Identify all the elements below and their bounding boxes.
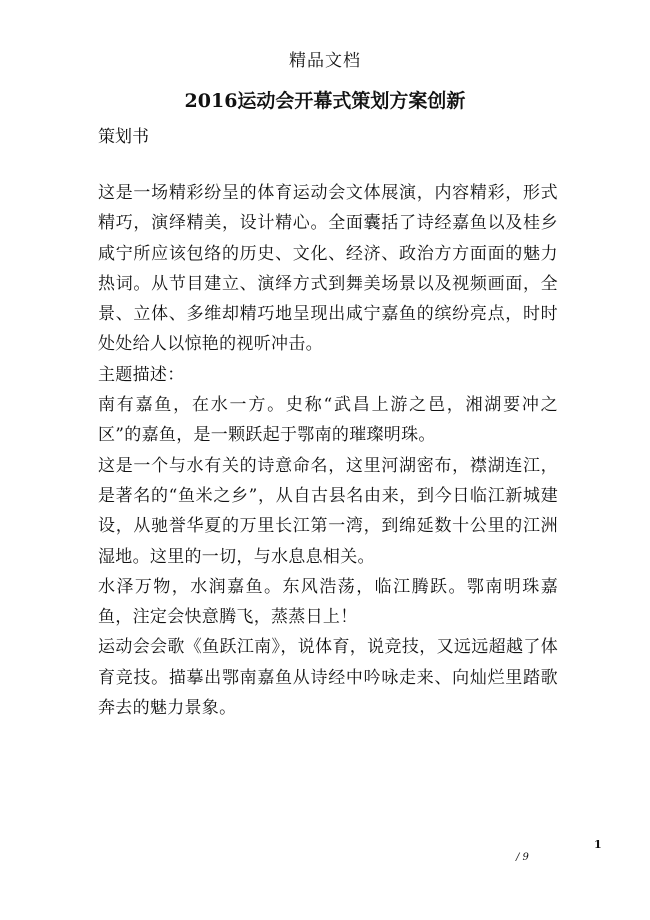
paragraph-theme-4: 运动会会歌《鱼跃江南》，说体育，说竞技，又远远超越了体育竞技。描摹出鄂南嘉鱼从诗经中吟咏走来、向灿烂里踏歌奔去的魅力景象。 [98, 637, 558, 719]
paragraph-intro: 这是一场精彩纷呈的体育运动会文体展演，内容精彩，形式精巧，演绎精美，设计精心。全面囊括了诗经嘉鱼以及桂乡咸宁所应该包络的历史、文化、经济、政治方方面面的魅力热词。从节目建立、演绎方式到舞美场景以及视频画面，全景、立体、多维却精巧地呈现出咸宁嘉鱼的缤纷亮点，时时处处给人以惊艳的视听冲击。 [98, 183, 558, 355]
paragraph-theme-3: 水泽万物，水润嘉鱼。东风浩荡，临江腾跃。鄂南明珠嘉鱼，注定会快意腾飞，蒸蒸日上！ [98, 576, 558, 628]
paragraph-theme-1: 南有嘉鱼，在水一方。史称“武昌上游之邑，湘湖要冲之区”的嘉鱼，是一颗跃起于鄂南的璀璨明珠。 [98, 395, 558, 446]
document-title: 2016运动会开幕式策划方案创新 [184, 90, 466, 112]
document-body [98, 178, 558, 723]
section-label: 策划书 [98, 127, 149, 147]
paragraph-theme-2: 这是一个与水有关的诗意命名，这里河湖密布，襟湖连江，是著名的“鱼米之乡”，从自古县名由来，到今日临江新城建设，从驰誉华夏的万里长江第一湾，到绵延数十公里的江洲湿地。这里的一切，与水息息相关。 [98, 455, 558, 567]
page-number: 1 [594, 838, 602, 851]
page-total: / 9 [516, 852, 529, 863]
document-header: 精品文档 [289, 51, 361, 71]
paragraph-theme-heading: 主题描述： [98, 364, 185, 385]
